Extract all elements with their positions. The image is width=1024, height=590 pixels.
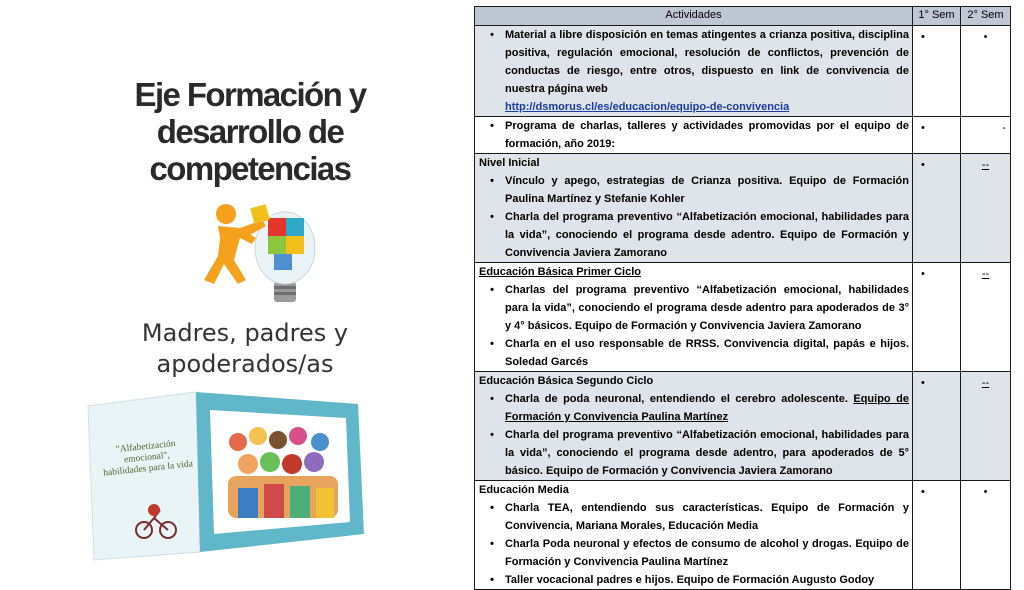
header-sem2: 2° Sem [961,7,1011,26]
sem1-cell: • [913,263,961,372]
table-row [475,154,1011,263]
programa-text: Programa de charlas, talleres y actividades promovidas por el equipo de formación, año 2019: [505,120,909,150]
section-heading: Educación Media [479,484,569,496]
alfabetizacion-emocional-book-cover [88,392,364,560]
bullet: • [490,393,494,405]
sem2-cell [961,154,1011,263]
activity-cell [475,154,913,263]
header-sem1: 1° Sem [913,7,961,26]
activity-cell [475,263,913,372]
book-cover-text: "Alfabetización emocional", habilidades para la vida [102,438,194,479]
convivencia-link[interactable]: http://dsmorus.cl/es/educacion/equipo-de-convivencia [505,101,790,113]
section-heading: Nivel Inicial [479,157,540,169]
activity-cell [475,372,913,481]
sem1-cell: • [913,117,961,154]
sem2-value: -- [981,159,990,171]
sem1-cell: • [913,481,961,590]
audience-label: Madres, padres y apoderados/as [141,319,349,378]
list-item: Charla del programa preventivo “Alfabetización emocional, habilidades para la vida”, conociendo el programa desde adentro. Equipo de Formación y Convivencia Javiera Zamorano [505,211,909,259]
bullet: • [490,284,494,296]
bullet: • [490,538,494,550]
table-row [475,481,1011,590]
material-text: Material a libre disposición en temas atingentes a crianza positiva, disciplina positiva, regulación emocional, resolución de conflictos, prevención de conductas de riesgo, entre otros, dispuesto en link de convivencia de nuestra página web [505,29,909,95]
slide-title: Eje Formación y desarrollo de competencias [134,76,366,187]
bullet: • [490,338,494,350]
table-header-row [475,7,1011,26]
list-item: Vínculo y apego, estrategias de Crianza positiva. Equipo de Formación Paulina Martínez y Stefanie Kohler [505,175,909,205]
sem2-value: -- [981,377,990,389]
bullet: • [490,429,494,441]
list-item: Charla de poda neuronal, entendiendo el cerebro adolescente. [505,393,848,405]
section-heading: Educación Básica Segundo Ciclo [479,375,654,387]
bullet: • [490,574,494,586]
sem2-cell: • [961,26,1011,117]
activity-cell [475,26,913,117]
sem2-cell: - [961,117,1011,154]
list-item: Charla Poda neuronal y efectos de consumo de alcohol y drogas. Equipo de Formación y Convivencia Paulina Martínez [505,538,909,568]
list-item-team: Equipo de Formación y Convivencia Paulina Martínez [505,393,909,423]
table-row [475,263,1011,372]
table-row [475,117,1011,154]
bullet: • [490,29,494,41]
sem1-cell: • [913,154,961,263]
section-heading: Educación Básica Primer Ciclo [479,266,642,278]
bullet: • [490,502,494,514]
activity-cell [475,481,913,590]
bullet: • [490,120,494,132]
puzzle-person-bulb-illustration [196,198,316,310]
sem1-cell: • [913,372,961,481]
list-item: Charlas del programa preventivo “Alfabetización emocional, habilidades para la vida”, conociendo el programa desde adentro para apoderados de 3° y 4° básicos. Equipo de Formación y Convivencia Javiera Zamorano [505,284,909,332]
list-item: Charla TEA, entendiendo sus características. Equipo de Formación y Convivencia, Mariana Morales, Educación Media [505,502,909,532]
table-row [475,26,1011,117]
sem2-value: -- [981,268,990,280]
sem2-cell [961,263,1011,372]
header-activities: Actividades [475,7,913,26]
sem1-cell: • [913,26,961,117]
table-row [475,372,1011,481]
sem2-cell [961,372,1011,481]
sem2-cell: • [961,481,1011,590]
bullet: • [490,211,494,223]
list-item: Charla en el uso responsable de RRSS. Convivencia digital, papás e hijos. Soledad Garcés [505,338,909,368]
bullet: • [490,175,494,187]
list-item: Charla del programa preventivo “Alfabetización emocional, habilidades para la vida”, conociendo el programa desde adentro, para apoderados de 5° básico. Equipo de Formación y Convivencia Javiera Zamorano [505,429,909,477]
list-item: Taller vocacional padres e hijos. Equipo de Formación Augusto Godoy [505,574,875,586]
activity-cell [475,117,913,154]
activities-table [474,6,1011,590]
